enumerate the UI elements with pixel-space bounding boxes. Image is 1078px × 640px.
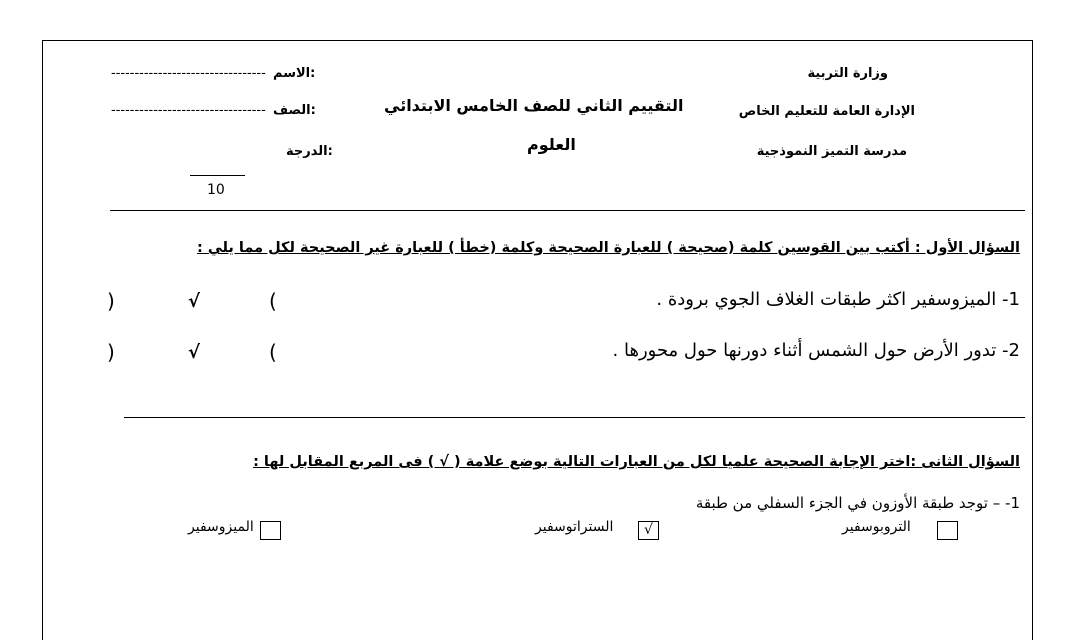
header-divider xyxy=(110,210,1025,211)
q2-option1-checkbox[interactable] xyxy=(937,521,958,540)
q1-item1-statement xyxy=(656,289,1020,310)
q1-item2-close-paren: ) xyxy=(107,340,115,364)
grade-fraction-line xyxy=(190,175,245,176)
q2-option3-checkbox[interactable] xyxy=(260,521,281,540)
q2-item1-text: – توجد طبقة الأوزون في الجزء السفلي من طبقة xyxy=(695,494,1001,512)
q2-option3-label: الميزوسفير xyxy=(188,519,254,535)
q2-item1-statement xyxy=(696,494,1020,512)
name-blank: --------------------------------- xyxy=(111,66,266,81)
q1-item2-statement xyxy=(613,340,1020,361)
q2-item1-number: 1- xyxy=(1005,494,1020,512)
grade-total: 10 xyxy=(207,182,225,198)
question2-title: السؤال الثانى :اختر الإجابة الصحيحة علميا لكل من العبارات التالية بوضع علامة ( √ ) فى المربع المقابل لها : xyxy=(253,454,1020,470)
question-divider xyxy=(124,417,1025,418)
q1-item1-answer-check[interactable]: √ xyxy=(188,291,201,312)
q1-item1-number: 1- xyxy=(1002,289,1020,310)
exam-title: التقييم الثاني للصف الخامس الابتدائي xyxy=(384,96,684,115)
q2-option2-checkbox[interactable]: √ xyxy=(638,521,659,540)
q1-item1-text: الميزوسفير اكثر طبقات الغلاف الجوي برودة . xyxy=(656,289,997,310)
question1-title: السؤال الأول : أكتب بين القوسين كلمة (صحيحة ) للعبارة الصحيحة وكلمة (خطأ ) للعبارة غير الصحيحة لكل مما يلي : xyxy=(197,240,1020,256)
ministry-name: وزارة التربية xyxy=(807,66,888,81)
q1-item2-number: 2- xyxy=(1002,340,1020,361)
q2-option1-label: التروبوسفير xyxy=(842,519,911,535)
q1-item2-answer-check[interactable]: √ xyxy=(188,342,201,363)
school-name: مدرسة التميز النموذجية xyxy=(756,144,907,159)
grade-label: الدرجة: xyxy=(286,144,333,159)
subject-title: العلوم xyxy=(527,135,576,154)
name-label: الاسم: xyxy=(273,66,316,81)
q1-item1-close-paren: ) xyxy=(107,289,115,313)
class-blank: --------------------------------- xyxy=(111,103,266,118)
q1-item2-open-paren: ( xyxy=(269,340,277,364)
q2-option2-label: الستراتوسفير xyxy=(535,519,614,535)
directorate-name: الإدارة العامة للتعليم الخاص xyxy=(738,104,915,119)
class-label: الصف: xyxy=(273,103,316,118)
q1-item2-text: تدور الأرض حول الشمس أثناء دورنها حول محورها . xyxy=(612,340,997,361)
q1-item1-open-paren: ( xyxy=(269,289,277,313)
